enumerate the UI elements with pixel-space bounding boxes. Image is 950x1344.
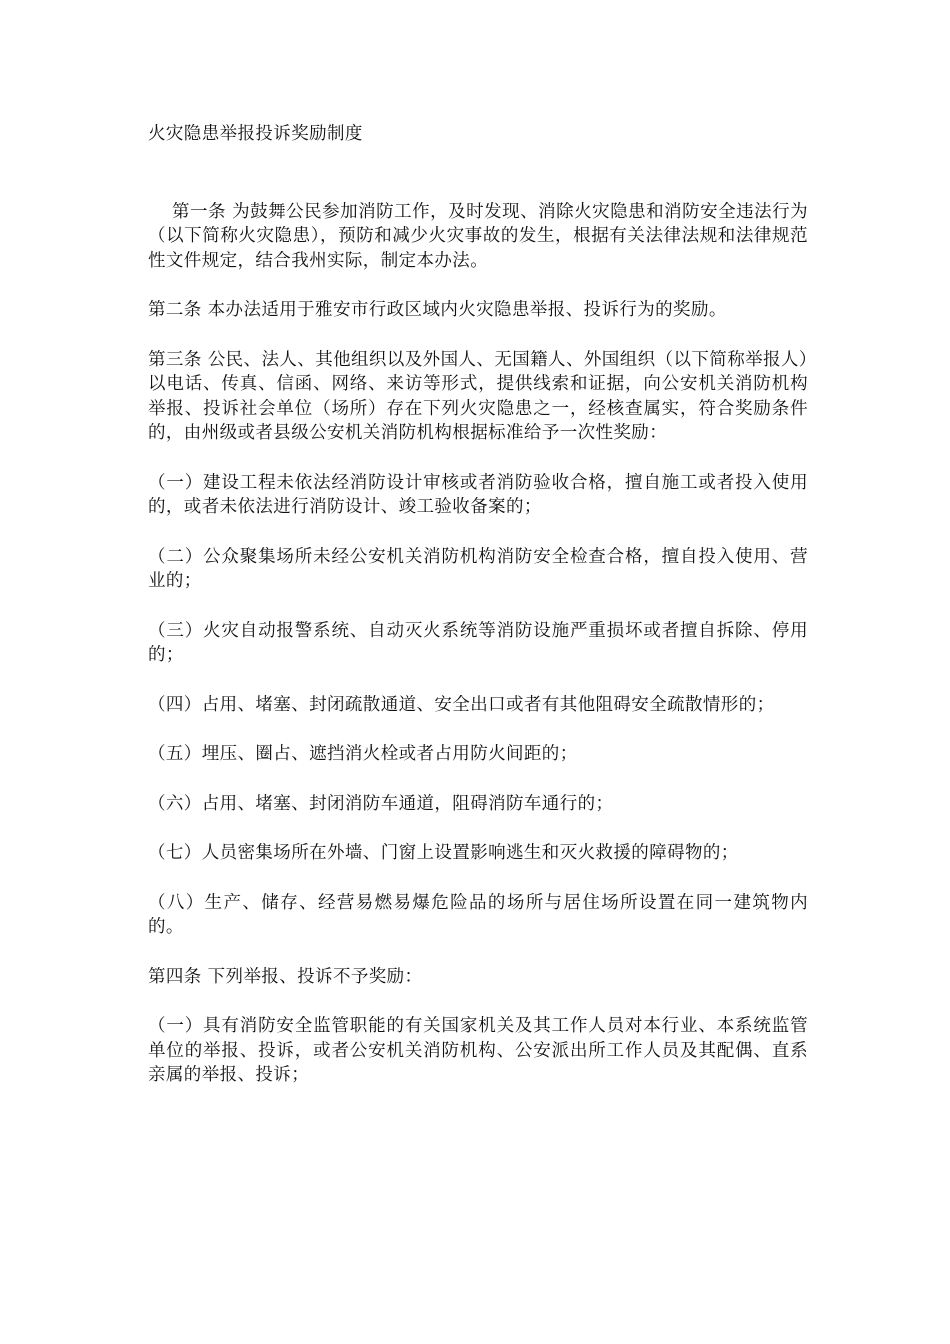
article-3: 第三条 公民、法人、其他组织以及外国人、无国籍人、外国组织（以下简称举报人）以电话、传真、信函、网络、来访等形式，提供线索和证据，向公安机关消防机构举报、投诉社会单位（场所）存在下列火灾隐患之一，经核查属实，符合奖励条件的，由州级或者县级公安机关消防机构根据标准给予一次性奖励： bbox=[148, 349, 808, 443]
article-3-item-7: （七）人员密集场所在外墙、门窗上设置影响逃生和灭火救援的障碍物的； bbox=[148, 843, 739, 863]
article-3-item-3: （三）火灾自动报警系统、自动灭火系统等消防设施严重损坏或者擅自拆除、停用的； bbox=[148, 620, 808, 665]
article-3-item-4: （四）占用、堵塞、封闭疏散通道、安全出口或者有其他阻碍安全疏散情形的； bbox=[148, 694, 775, 715]
article-4: 第四条 下列举报、投诉不予奖励： bbox=[148, 966, 423, 987]
article-2: 第二条 本办法适用于雅安市行政区域内火灾隐患举报、投诉行为的奖励。 bbox=[148, 300, 727, 320]
document-title: 火灾隐患举报投诉奖励制度 bbox=[148, 124, 363, 144]
article-1: 第一条 为鼓舞公民参加消防工作，及时发现、消除火灾隐患和消防安全违法行为（以下简称火灾隐患），预防和减少火灾事故的发生，根据有关法律法规和法律规范性文件规定，结合我州实际，制定本办法。 bbox=[148, 201, 808, 271]
article-3-item-6: （六）占用、堵塞、封闭消防车通道，阻碍消防车通行的； bbox=[148, 793, 614, 814]
article-4-item-1: （一）具有消防安全监管职能的有关国家机关及其工作人员对本行业、本系统监管单位的举报、投诉，或者公安机关消防机构、公安派出所工作人员及其配偶、直系亲属的举报、投诉； bbox=[148, 1016, 808, 1085]
article-3-item-8: （八）生产、储存、经营易燃易爆危险品的场所与居住场所设置在同一建筑物内的。 bbox=[148, 892, 808, 937]
article-3-item-1: （一）建设工程未依法经消防设计审核或者消防验收合格，擅自施工或者投入使用的，或者未依法进行消防设计、竣工验收备案的； bbox=[148, 472, 808, 517]
article-3-item-5: （五）埋压、圈占、遮挡消火栓或者占用防火间距的； bbox=[148, 744, 578, 764]
document-page bbox=[148, 122, 808, 1113]
article-3-item-2: （二）公众聚集场所未经公安机关消防机构消防安全检查合格，擅自投入使用、营业的； bbox=[148, 546, 808, 591]
